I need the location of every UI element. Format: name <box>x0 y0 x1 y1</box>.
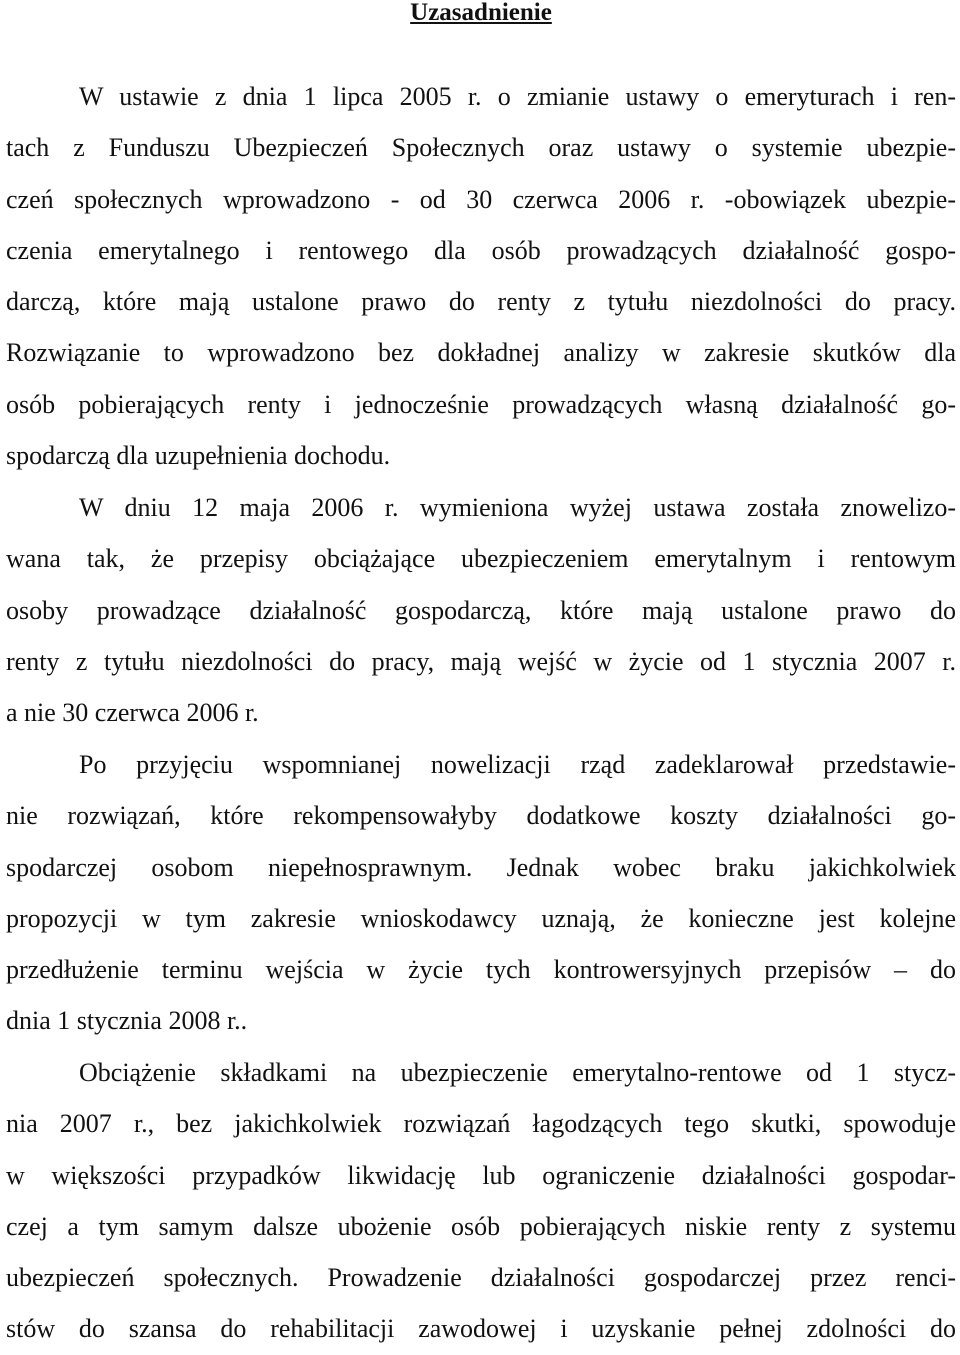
text-line: Obciążenie składkami na ubezpieczenie emerytalno-rentowe od 1 stycz- <box>79 1058 956 1087</box>
text-line: propozycji w tym zakresie wnioskodawcy uznają, że konieczne jest kolejne <box>6 903 956 933</box>
text-line: spodarczej osobom niepełnosprawnym. Jednak wobec braku jakichkolwiek <box>6 852 956 882</box>
text-line: a nie 30 czerwca 2006 r. <box>6 698 259 728</box>
paragraph-3 <box>6 739 956 1047</box>
text-line: spodarczą dla uzupełnienia dochodu. <box>6 441 391 471</box>
paragraph-2 <box>6 482 956 738</box>
text-line: Po przyjęciu wspomnianej nowelizacji rząd zadeklarował przedstawie- <box>79 750 956 779</box>
text-line: ubezpieczeń społecznych. Prowadzenie działalności gospodarczej przez renci- <box>6 1263 956 1293</box>
text-line: Rozwiązanie to wprowadzono bez dokładnej analizy w zakresie skutków dla <box>6 338 956 368</box>
document-title: Uzasadnienie <box>410 0 552 26</box>
paragraph-1 <box>6 71 956 481</box>
text-line: tach z Funduszu Ubezpieczeń Społecznych oraz ustawy o systemie ubezpie- <box>6 133 956 163</box>
text-line: darczą, które mają ustalone prawo do renty z tytułu niezdolności do pracy. <box>6 287 956 317</box>
text-line: nia 2007 r., bez jakichkolwiek rozwiązań łagodzących tego skutki, spowoduje <box>6 1109 956 1139</box>
text-line: W ustawie z dnia 1 lipca 2005 r. o zmianie ustawy o emeryturach i ren- <box>79 82 956 111</box>
text-line: dnia 1 stycznia 2008 r.. <box>6 1006 248 1036</box>
text-line: w większości przypadków likwidację lub ograniczenie działalności gospodar- <box>6 1160 956 1190</box>
text-line: W dniu 12 maja 2006 r. wymieniona wyżej ustawa została znowelizo- <box>79 493 956 522</box>
text-line: czenia emerytalnego i rentowego dla osób prowadzących działalność gospo- <box>6 235 956 265</box>
paragraph-4 <box>6 1047 956 1355</box>
text-line: osoby prowadzące działalność gospodarczą, które mają ustalone prawo do <box>6 595 956 625</box>
text-line: stów do szansa do rehabilitacji zawodowej i uzyskanie pełnej zdolności do <box>6 1314 956 1344</box>
text-line: czej a tym samym dalsze ubożenie osób pobierających niskie renty z systemu <box>6 1211 956 1241</box>
text-line: nie rozwiązań, które rekompensowałyby dodatkowe koszty działalności go- <box>6 801 956 831</box>
text-line: czeń społecznych wprowadzono - od 30 czerwca 2006 r. -obowiązek ubezpie- <box>6 184 956 214</box>
text-line: osób pobierających renty i jednocześnie prowadzących własną działalność go- <box>6 389 956 419</box>
text-line: przedłużenie terminu wejścia w życie tych kontrowersyjnych przepisów – do <box>6 955 956 985</box>
document-page <box>6 0 956 1344</box>
text-line: wana tak, że przepisy obciążające ubezpieczeniem emerytalnym i rentowym <box>6 544 956 574</box>
text-line: renty z tytułu niezdolności do pracy, mają wejść w życie od 1 stycznia 2007 r. <box>6 646 956 676</box>
